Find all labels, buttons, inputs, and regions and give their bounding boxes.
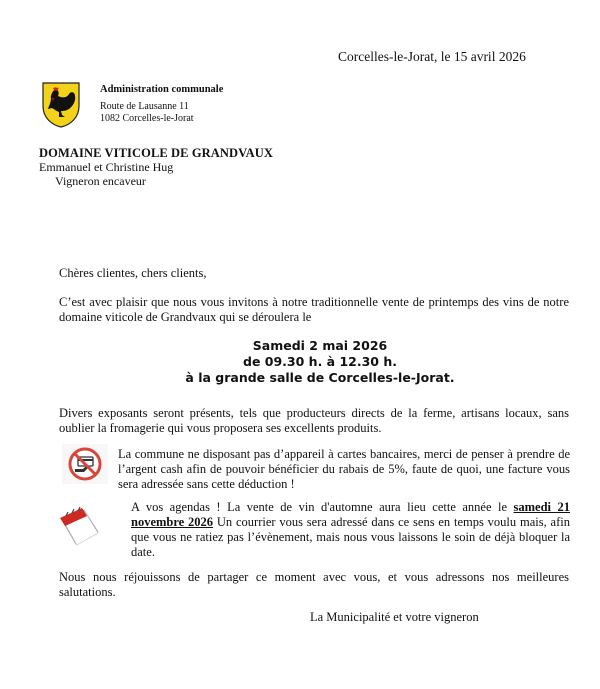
domaine-name: DOMAINE VITICOLE DE GRANDVAUX [39, 146, 274, 160]
domaine-role: Vigneron encaveur [55, 174, 146, 188]
letter-greeting: Chères clientes, chers clients, [59, 266, 207, 280]
agenda-text-before: A vos agendas ! La vente de vin d'automne aura lieu cette année le [131, 500, 514, 514]
agenda-text-after: Un courrier vous sera adressé dans ce sens en temps voulu mais, afin que vous ne ratiez pas l’évènement, mais nous vous laissons le soin de déjà bloquer la date. [131, 515, 570, 559]
letter-signature: La Municipalité et votre vigneron [310, 610, 479, 624]
letter-intro: C’est avec plaisir que nous vous invitons à notre traditionnelle vente de printemps des vins de notre domaine viticole de Grandvaux qui se déroulera le [59, 295, 569, 324]
rooster-coat-of-arms-icon [42, 82, 80, 128]
event-details [150, 338, 490, 386]
payment-notice: La commune ne disposant pas d’appareil à cartes bancaires, merci de penser à prendre de l’argent cash afin de pouvoir bénéficier du rabais de 5%, faute de quoi, une facture vous sera adressée sans cette déduction ! [118, 447, 570, 491]
event-location: à la grande salle de Corcelles-le-Jorat. [185, 370, 455, 385]
administration-address-street: Route de Lausanne 11 [100, 101, 189, 112]
no-card-payment-icon [62, 444, 108, 484]
place-date: Corcelles-le-Jorat, le 15 avril 2026 [338, 49, 526, 64]
autumn-sale-date: samedi 21 novembre 2026 [131, 500, 571, 529]
calendar-icon [56, 506, 102, 548]
event-time: de 09.30 h. à 12.30 h. [243, 354, 397, 369]
domaine-owners: Emmanuel et Christine Hug [39, 160, 174, 174]
event-date: Samedi 2 mai 2026 [252, 338, 388, 353]
administration-title: Administration communale [100, 84, 224, 95]
letter-closing: Nous nous réjouissons de partager ce moment avec vous, et vous adressons nos meilleures salutations. [59, 570, 569, 599]
administration-address-city: 1082 Corcelles-le-Jorat [100, 113, 194, 124]
letter-exhibitors: Divers exposants seront présents, tels que producteurs directs de la ferme, artisans locaux, sans oublier la fromagerie qui vous proposera ses excellents produits. [59, 406, 569, 435]
agenda-notice [131, 500, 570, 560]
